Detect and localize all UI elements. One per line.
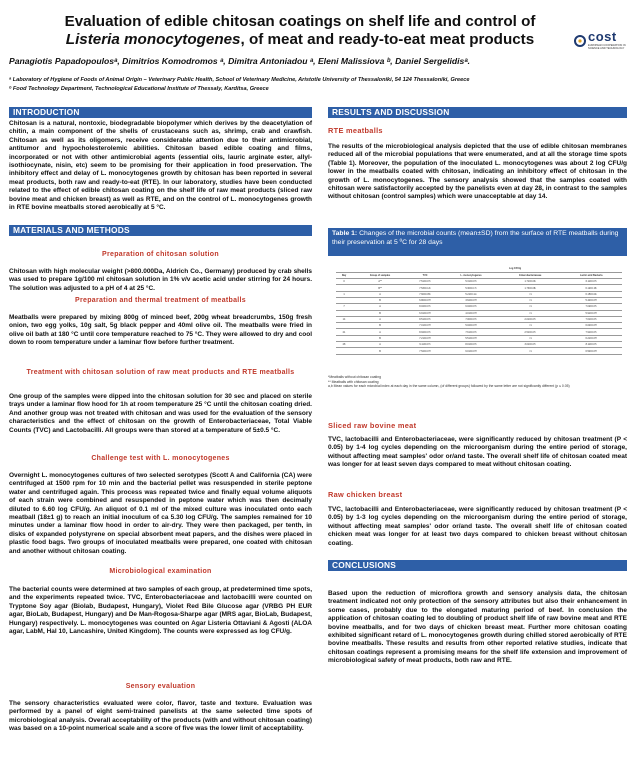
table-cell-tvc: 8.92±0.07ᵃ [408, 329, 442, 335]
table-cell-day: 21 [336, 329, 352, 335]
table-body [336, 279, 622, 355]
table-notes [328, 375, 627, 389]
table-cell-listeria: 5.51±0.07ᵇ [442, 335, 500, 341]
title-line-2 [40, 31, 560, 49]
logo-name: cost [588, 29, 617, 44]
table-cell-lactic: 7.02±0.07ᵃ [561, 304, 622, 310]
table-cell-day [336, 348, 352, 354]
microbiological-examination-text: The bacterial counts were determined at two samples of each group, at predetermined time spots, and the experiments repeated twice. TVC, Enterobacteriaceae and lactobacilli were counted on Tryptone Soy agar (Biolab, Budapest, Hungary), Violet Red Bile Glucose agar (VRBG PH EUR agar, BioLab, Budapest, Hungary) and De Man-Rogosa-Sharpe agar (MRS agar, BioLab, Budapest, Hungary) respectively. L. monocytogenes was counted on Agar Listeria Ottaviani & Agosti (ALOA agar, LabM, Hal 10, Lancashire, United Kingdom). The counts were expressed as log CFU/g. [9, 586, 312, 636]
table-cell-enterobacteriaceae: <1 [500, 335, 560, 341]
table-cell-listeria: 5.30±0.17ᵃ [442, 285, 500, 291]
table-cell-lactic: 6.11±0.07ᵃ [561, 279, 622, 285]
section-conclusions: CONCLUSIONS [328, 560, 627, 571]
table-cell-group: A [352, 291, 408, 297]
table-cell-tvc: 7.60±0.05ᵃ [408, 291, 442, 297]
chitosan-solution-text: Chitosan with high molecular weight (>800.000Da, Aldrich Co., Germany) produced by crab shells was used to prepare 1g/100 ml chitosan solution in 1% v/v acetic acid under stirring for 24 hours. The solution was adjusted to a pH of 4 at 25 °C. [9, 268, 312, 292]
table-cell-enterobacteriaceae: <1 [500, 323, 560, 329]
table-cell-group: A [352, 329, 408, 335]
table-caption-label: Table 1: [332, 230, 358, 237]
table-cell-group: A [352, 304, 408, 310]
subheading-challenge-test: Challenge test with L. monocytogenes [91, 455, 230, 462]
table-cell-listeria: 8.01±0.07ᵃ [442, 342, 500, 348]
table-cell-enterobacteriaceae: <1 [500, 304, 560, 310]
table-cell-enterobacteriaceae: <1 [500, 348, 560, 354]
table-cell-group: B** [352, 285, 408, 291]
title-line-1: Evaluation of edible chitosan coatings on shelf life and control of [64, 13, 536, 30]
table-cell-group: A** [352, 279, 408, 285]
table-cell-tvc: 8.02±0.07ᵃ [408, 304, 442, 310]
table-header-listeria: L. monocytogenes [442, 272, 500, 278]
table-cell-tvc: 7.01±0.07ᵇ [408, 323, 442, 329]
subheading-chitosan-solution: Preparation of chitosan solution [102, 251, 219, 258]
table-cell-lactic: 7.61±0.07ᵃ [561, 316, 622, 322]
challenge-test-text: Overnight L. monocytogenes cultures of two selected serotypes (Scott A and California (CA) were centrifuged at 1500 rpm for 10 min and the bacterial pellet was resuspended in sterile peptone water and centrifuged again. This process was repeated twice and finally equal volume aliquots of each strain were combined and resuspended in peptone water which was then decimally diluted to 6.60 log CFU/g. An aliquot of 0.1 ml of the mixed culture was inoculated onto each meatball (18±1 g) to reach an initial inoculum of ca 5.30 log CFU/g. The samples remained for 10 minutes under a laminar flow hood in order to air-dry. They were then packaged, per tenth, in disks of expanded polystyrene on special absorbent meat papers, and the dishes were placed in plastic food bags. Two groups of inoculated meatballs were prepared, one coated with chitosan and another without chitosan coating. [9, 472, 312, 555]
table-cell-listeria: 5.31±0.07ᵃ [442, 279, 500, 285]
introduction-text: Chitosan is a natural, nontoxic, biodegradable biopolymer which derives by the deacetylation of chitin, a main component of the shells of crustaceans such as, shrimp, crab and crawfish. Chitosan as well as its oligomers, receive considerable attention due to their antimicrobial, antitumor and hypocholesterolemic abilities. Chitosan based edible coating and films, incorporated or not with other antimicrobial agents (essential oils, lauric arginate ester, allyl- isothiocynate, nisin, etc) seem to be promising for their application in food preservation. The inhibitory effect and delay of L. monocytogenes growth by chitosan has been reported in several meat products, both raw and ready-to-eat (RTE). In our laboratory, studies have been conducted related to the effect of edible chitosan coating on the shelf life of raw meat products (sliced raw bovine meat and chicken breast) as well as RTE, and on the control of L. monocytogenes growth in RTE bovine meatballs stored aerobically at 5 °C. [9, 120, 312, 212]
table-cell-listeria: 3.62±0.07ᵇ [442, 297, 500, 303]
table-cell-tvc: 7.21±0.07ᵇ [408, 335, 442, 341]
table-cell-day: 28 [336, 342, 352, 348]
table-cell-lactic: 5.42±0.07ᵇ [561, 297, 622, 303]
table-cell-listeria: 7.00±0.07ᵃ [442, 316, 500, 322]
subheading-microbiological-examination: Microbiological examination [109, 568, 212, 575]
table-note: a,b Mean values for each microbial index at each day in the same column, (of different groups) followed by the same letter are not significantly different (p ≤ 0.05) [328, 384, 570, 389]
table-cell-listeria: 5.21±0.11ᵃ [442, 291, 500, 297]
chicken-breast-text: TVC, lactobacilli and Enterobacteriaceae, were significantly reduced by chitosan treatment (P < 0.05) by 1-3 log cycles depending on the microorganism during the entire period of storage, without affecting meat samples' odor or/and taste. The overall shelf life of chitosan coated chicken meat was longer for at least two days compared to chicken breast without chitosan coating. [328, 506, 627, 547]
table-header-group: Group of samples [352, 272, 408, 278]
table-cell-tvc: 7.53±0.13ᵃ [408, 285, 442, 291]
table-cell-lactic: 5.91±0.07ᵇ [561, 310, 622, 316]
subheading-chitosan-treatment: Treatment with chitosan solution of raw meat products and RTE meatballs [26, 369, 295, 376]
sliced-beef-text: TVC, lactobacilli and Enterobacteriaceae, were significantly reduced by chitosan treatment (P < 0.05) by 1-4 log cycles depending on the microorganism during the entire period of storage, without affecting meat samples' odor or/and taste. The overall shelf life of chitosan coated meat was longer for at least seven days compared to meat without chitosan coating. [328, 436, 627, 469]
table-cell-tvc: 7.52±0.07ᵇ [408, 348, 442, 354]
table-cell-enterobacteriaceae: 3.01±0.07ᵃ [500, 342, 560, 348]
table-cell-group: A [352, 342, 408, 348]
table-cell-enterobacteriaceae: 1.71±0.03ᵃ [500, 279, 560, 285]
table-row [336, 348, 622, 354]
table-cell-listeria: 6.01±0.07ᵇ [442, 348, 500, 354]
subheading-chicken-breast: Raw chicken breast [328, 490, 403, 499]
poster-title [40, 13, 560, 49]
title-species: Listeria monocytogenes [65, 31, 241, 48]
table-cell-day: 7 [336, 304, 352, 310]
table-cell-tvc: 6.91±0.07ᵇ [408, 310, 442, 316]
table-cell-lactic: 7.91±0.07ᵃ [561, 329, 622, 335]
table-cell-tvc: 6.80±0.07ᵇ [408, 297, 442, 303]
table-note: ** Meatballs with chitosan coating [328, 379, 379, 384]
table-header-day: Day [336, 272, 352, 278]
table-note: *Meatballs without chitosan coating [328, 375, 381, 379]
table-cell-group: B [352, 323, 408, 329]
table-group-header: Log CFU/g [408, 266, 622, 272]
subheading-sensory-evaluation: Sensory evaluation [125, 683, 196, 690]
table-header-enterobacteriaceae: Enterobacteriaceae [500, 272, 560, 278]
title-line-2-rest: , of meat and ready-to-eat meat products [240, 31, 535, 48]
table-cell-group: B [352, 297, 408, 303]
table-cell-tvc: 7.51±0.07ᵃ [408, 279, 442, 285]
table-cell-enterobacteriaceae: 2.01±0.07ᵃ [500, 316, 560, 322]
subheading-rte-meatballs: RTE meatballs [328, 126, 383, 135]
table-cell-listeria: 4.01±0.07ᵇ [442, 310, 500, 316]
table-cell-enterobacteriaceae: 2.51±0.07ᵃ [500, 329, 560, 335]
thermal-treatment-text: Meatballs were prepared by mixing 800g of minced beef, 200g wheat breadcrumbs, 150g fresh onion, two egg yolks, 10g salt, 5g black pepper and 40ml olive oil. The meatballs were fried in olive oil bath at 180 °C until core temperature reached to 75 °C. They were allowed to dry and cool down to room temperature under a laminar flow before further treatment. [9, 314, 312, 347]
table-cell-lactic: 6.15±0.04ᵃ [561, 291, 622, 297]
section-materials-methods: MATERIALS AND METHODS [9, 225, 312, 236]
table-cell-listeria: 6.02±0.07ᵃ [442, 304, 500, 310]
subheading-thermal-treatment: Preparation and thermal treatment of meatballs [75, 297, 246, 304]
conclusions-text: Based upon the reduction of microflora growth and sensory analysis data, the chitosan treatment indicated not only protection of the sensory attributes but also their enhancement in some cases, probably due to the elongated maturing period of beef. In conclusion the application of chitosan coating led to doubling of product shelf life of raw bovine meat and RTE bovine meatballs, and for two days of chicken breast meat. Further more chitosan coating exhibited significant retard of L. monocytogenes growth during chilled stored aerobically of RTE bovine meatballs. These results and results from other reported relative studies, indicate that chitosan coatings represent a promising means for the shelf life extension and improvement of microbiological safety of meat products, both raw and RTE. [328, 590, 627, 665]
results-table [336, 266, 622, 371]
table-cell-day: 14 [336, 316, 352, 322]
table-cell-lactic: 6.12±0.15ᵃ [561, 285, 622, 291]
table-cell-lactic: 6.52±0.07ᵇ [561, 348, 622, 354]
table-cell-day: 1 [336, 291, 352, 297]
table-header-tvc: TVC [408, 272, 442, 278]
table-cell-lactic: 6.21±0.07ᵇ [561, 335, 622, 341]
affiliation-b: ᵇ Food Technology Department, Technological Educational Institute of Thessaly, Karditsa, Greece [9, 86, 269, 92]
rte-meatballs-text: The results of the microbiological analysis depicted that the use of edible chitosan membranes reduced all of the microbial populations that were enumerated, and at all the storage time spots (Table 1). Moreover, the population of the inoculated L. monocytogenes was about 2 log CFU/g lower in the meatballs coated with chitosan, indicating an inhibitory effect of chitosan in the growth of L. monocytogenes. The sensory analysis showed that the samples coated with chitosan were satisfactorily accepted by the panelists even at day 28, in contrast to the samples without chitosan (control samples) which were unacceptable at day 14. [328, 143, 627, 201]
chitosan-treatment-text: One group of the samples were dipped into the chitosan solution for 30 sec and placed on sterile trays under a laminar flow hood for 1h at room temperature 25 °C until the chitosan coating dried. And another group was not treated with chitosan and was used for the evaluation of the sensory characteristics and the effect of chitosan on the growth of Enterobacteriaceae, Total Viable Counts (TVC) and Lactobacilli. All groups were than stored at a temperature of 5±0.5 °C. [9, 393, 312, 434]
authors: Panagiotis Papadopoulosᵃ, Dimitrios Komodromos ᵃ, Dimitra Antoniadou ᵃ, Eleni Malissiova ᵇ, Daniel Sergelidisᵃ. [9, 56, 471, 66]
logo-subtitle: EUROPEAN COOPERATION IN SCIENCE AND TECHNOLOGY [588, 44, 626, 51]
sensory-evaluation-text: The sensory characteristics evaluated were color, flavor, taste and texture. Evaluation was performed by a panel of eight semi-trained panelists at the same selected time spots of microbiological analysis. Overall acceptability of the products (with and without chitosan coating) was based on a 10-point numerical scale and a score of five was the lower limit of acceptability. [9, 700, 312, 733]
table-cell-tvc: 8.51±0.07ᵃ [408, 316, 442, 322]
affiliation-a: ᵃ Laboratory of Hygiene of Foods of Animal Origin – Veterinary Public Health, School of Veterinary Medicine, Aristotle University of Thessaloniki, 54 124 Thessaloniki, Greece [9, 77, 470, 83]
section-introduction: INTRODUCTION [9, 107, 312, 118]
table-cell-enterobacteriaceae: <1 [500, 297, 560, 303]
section-results-discussion: RESULTS AND DISCUSSION [328, 107, 627, 118]
table-cell-group: B [352, 310, 408, 316]
table-cell-enterobacteriaceae: <1 [500, 310, 560, 316]
table-cell-tvc: 9.11±0.07ᵃ [408, 342, 442, 348]
table-cell-listeria: 5.02±0.07ᵇ [442, 323, 500, 329]
table-cell-group: B [352, 348, 408, 354]
table-cell-lactic: 8.11±0.07ᵃ [561, 342, 622, 348]
table-cell-group: B [352, 335, 408, 341]
table-header-lactic: Lactic acid Bacteria [561, 272, 622, 278]
table-cell-group: A [352, 316, 408, 322]
table-cell-day: 0 [336, 279, 352, 285]
subheading-sliced-beef: Sliced raw bovine meat [328, 421, 417, 430]
table-cell-enterobacteriaceae: <1 [500, 291, 560, 297]
table-cell-enterobacteriaceae: 1.73±0.08ᵃ [500, 285, 560, 291]
cost-logo-icon [574, 30, 586, 52]
table-cell-listeria: 7.61±0.07ᵃ [442, 329, 500, 335]
table-cell-lactic: 6.02±0.07ᵇ [561, 323, 622, 329]
table-caption [328, 228, 627, 256]
table-caption-text: Changes of the microbial counts (mean±SD) from the surface of RTE meatballs during their preservation at 5 ºC for 28 days [332, 230, 619, 246]
